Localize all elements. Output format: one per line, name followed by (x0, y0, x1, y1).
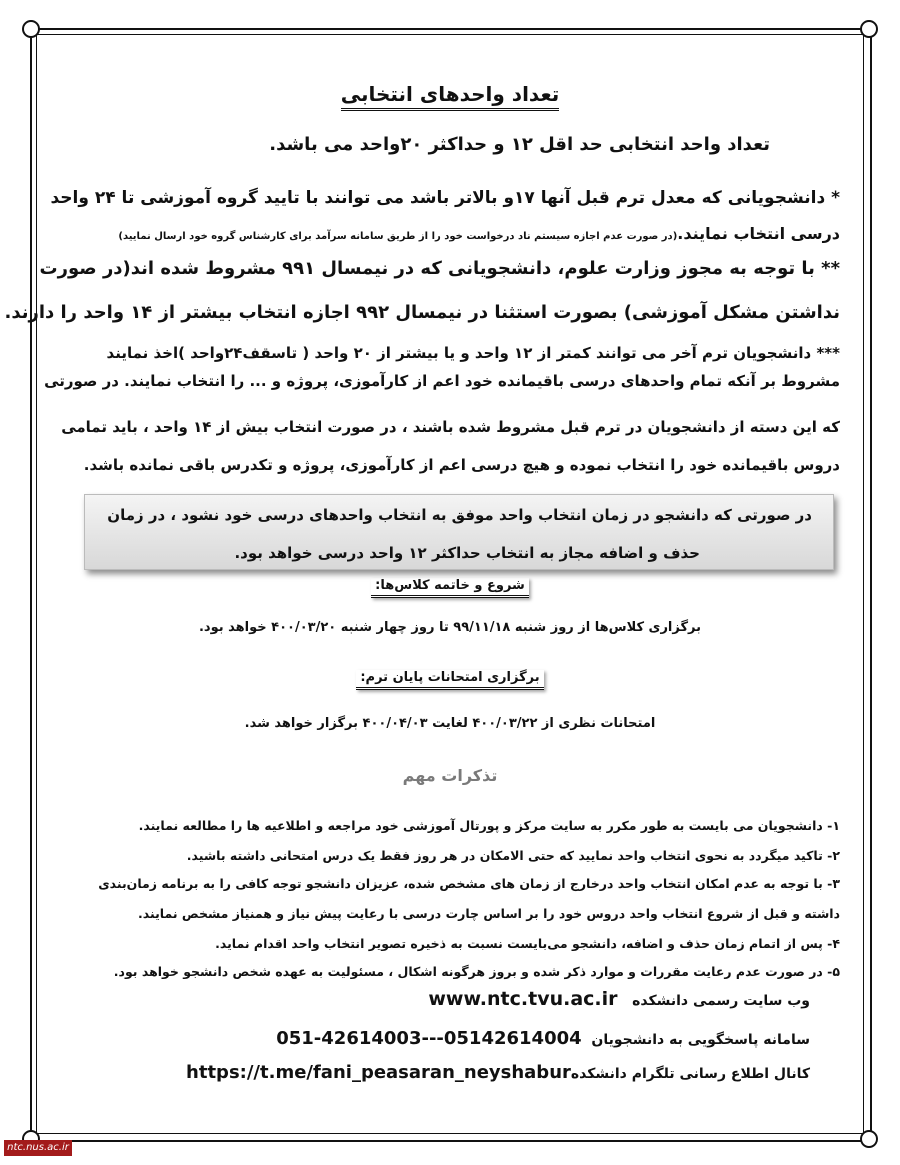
phone-label: سامانه پاسخگویی به دانشجویان (591, 1032, 810, 1048)
phone-row (60, 1028, 810, 1049)
para2-line2: نداشتن مشکل آموزشی) بصورت استثنا در نیمسال ۹۹۲ اجازه انتخاب بیشتر از ۱۴ واحد را دارند. (4, 302, 840, 323)
para3-line4: دروس باقیمانده خود را انتخاب نموده و هیچ درسی اعم از کارآموزی، پروژه و تکدرس باقی نمانده باشد. (83, 456, 840, 474)
para1-line2-main: درسی انتخاب نمایند. (677, 224, 840, 243)
website-link[interactable]: www.ntc.tvu.ac.ir (428, 988, 618, 1010)
para2-line1: ** با توجه به مجوز وزارت علوم، دانشجویانی که در نیمسال ۹۹۱ مشروط شده اند(در صورت (39, 258, 840, 279)
note-item: ۲- تاکید میگردد به نحوی انتخاب واحد نمایید که حتی الامکان در هر روز فقط یک درس امتحانی داشته باشید. (186, 848, 840, 863)
notes-heading: تذکرات مهم (402, 766, 498, 785)
note-item: ۴- پس از اتمام زمان حذف و اضافه، دانشجو می‌بایست نسبت به ذخیره تصویر انتخاب واحد اقدام نماید. (215, 936, 840, 951)
para1-line1: * دانشجویانی که معدل ترم قبل آنها ۱۷و بالاتر باشد می توانند با تایید گروه آموزشی تا ۲۴ واحد (50, 188, 840, 208)
website-label: وب سایت رسمی دانشکده (632, 993, 810, 1009)
document-title: تعداد واحدهای انتخابی (60, 82, 840, 106)
exams-heading: برگزاری امتحانات پایان ترم: (60, 670, 840, 690)
para3-line2: مشروط بر آنکه تمام واحدهای درسی باقیمانده خود اعم از کارآموزی، پروژه و ... را انتخاب نمایند. در صورتی (44, 372, 840, 390)
telegram-link[interactable]: https://t.me/fani_peasaran_neyshabur (186, 1062, 571, 1083)
classes-heading: شروع و خاتمه کلاس‌ها: (60, 578, 840, 598)
note-item: ۵- در صورت عدم رعایت مقررات و موارد ذکر شده و بروز هرگونه اشکال ، مسئولیت به عهده شخص دانشجو خواهد بود. (113, 964, 840, 979)
para3-line1: *** دانشجویان ترم آخر می توانند کمتر از ۱۲ واحد و یا بیشتر از ۲۰ واحد ( تاسقف۲۴واحد )اخذ نمایند (106, 344, 840, 362)
note-item: ۱- دانشجویان می بایست به طور مکرر به سایت مرکز و پورتال آموزشی خود مراجعه و اطلاعیه ها را مطالعه نمایند. (138, 818, 840, 833)
classes-text: برگزاری کلاس‌ها از روز شنبه ۹۹/۱۱/۱۸ تا روز چهار شنبه ۴۰۰/۰۳/۲۰ خواهد بود. (198, 620, 702, 635)
para3-line3: که این دسته از دانشجویان در ترم قبل مشروط شده باشند ، در صورت انتخاب بیش از ۱۴ واحد ، باید تمامی (61, 418, 840, 436)
notice-line1: در صورتی که دانشجو در زمان انتخاب واحد موفق به انتخاب واحدهای درسی خود نشود ، در زمان (107, 506, 812, 524)
para1-line2 (60, 224, 840, 243)
corner-ornament (860, 1130, 878, 1148)
corner-ornament (860, 20, 878, 38)
notice-line2: حذف و اضافه مجاز به انتخاب حداکثر ۱۲ واحد درسی خواهد بود. (234, 544, 700, 562)
corner-ornament (22, 20, 40, 38)
site-badge: ntc.nus.ac.ir (4, 1140, 72, 1156)
telegram-label: کانال اطلاع رسانی تلگرام دانشکده (570, 1066, 810, 1082)
website-row (60, 988, 810, 1010)
para1-note: (در صورت عدم اجازه سیستم ناد درخواست خود را از طریق سامانه سرآمد برای کارشناس گروه خود ارسال نمایید) (118, 231, 678, 242)
note-item: ۳- با توجه به عدم امکان انتخاب واحد درخارج از زمان های مشخص شده، عزیزان دانشجو توجه کافی را به برنامه زمان‌بندی (98, 876, 840, 891)
exams-text: امتحانات نظری از ۴۰۰/۰۳/۲۲ لغایت ۴۰۰/۰۴/۰۳ برگزار خواهد شد. (244, 716, 656, 731)
note-item: داشته و قبل از شروع انتخاب واحد دروس خود را بر اساس چارت درسی با رعایت پیش نیاز و همنیاز مشخص نمایند. (138, 906, 840, 921)
telegram-row (60, 1062, 810, 1083)
phone-numbers: 051-42614003---05142614004 (276, 1028, 582, 1049)
units-subtitle: تعداد واحد انتخابی حد اقل ۱۲ و حداکثر ۲۰واحد می باشد. (269, 134, 770, 155)
